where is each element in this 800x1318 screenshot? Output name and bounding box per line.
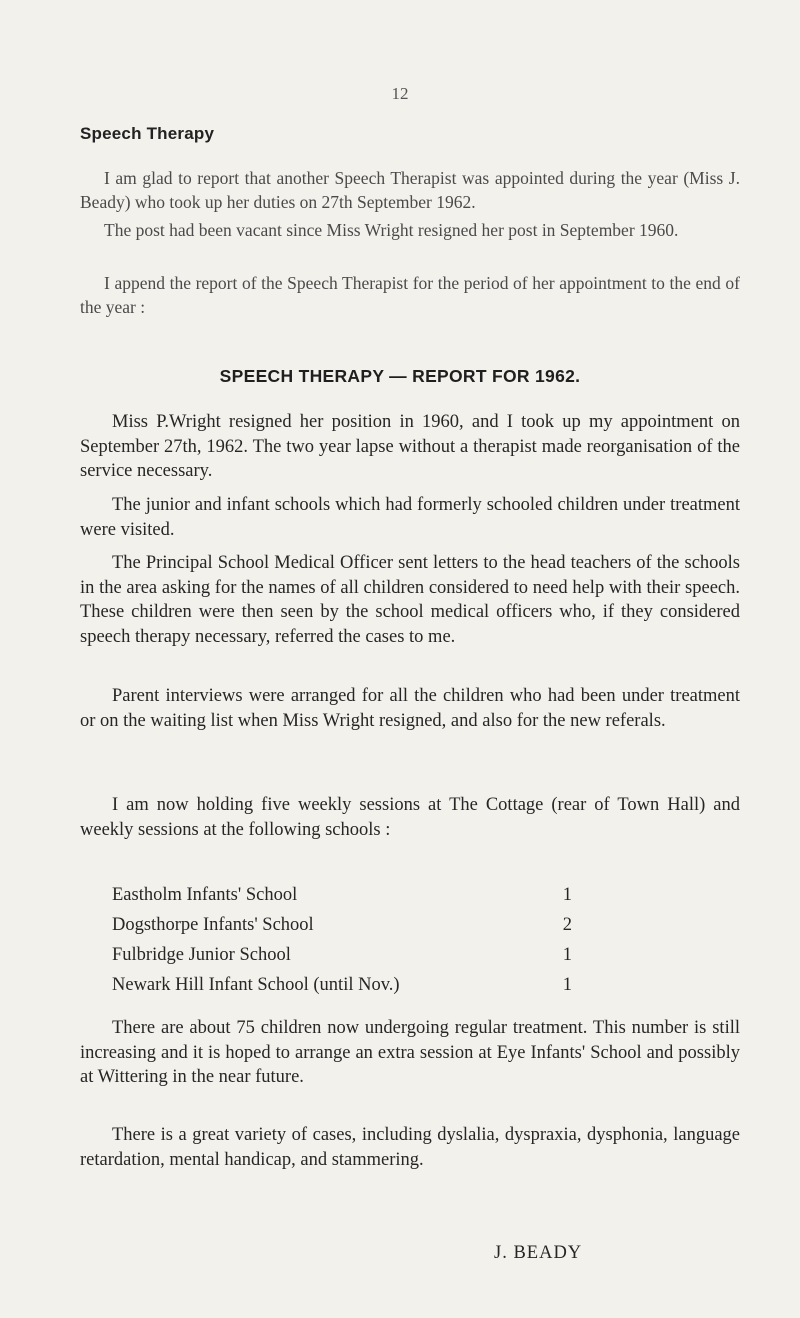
section-heading: Speech Therapy	[80, 124, 215, 143]
school-sessions: 1	[562, 945, 572, 965]
school-row	[112, 940, 572, 970]
report-text-2: The junior and infant schools which had formerly schooled children under treatment were visited.	[80, 495, 740, 540]
closing-paragraph-2	[80, 1123, 740, 1172]
intro-paragraph-2	[80, 218, 740, 242]
school-name: Newark Hill Infant School (until Nov.)	[112, 975, 400, 995]
intro-text-1: I am glad to report that another Speech Therapist was appointed during the year (Miss J. Beady) who took up her duties on 27th September 1962.	[80, 168, 740, 212]
report-text-1: Miss P.Wright resigned her position in 1960, and I took up my appointment on September 27th, 1962. The two year lapse without a therapist made reorganisation of the service necessary.	[80, 412, 740, 481]
school-name: Fulbridge Junior School	[112, 945, 291, 965]
school-name: Dogsthorpe Infants' School	[112, 915, 314, 935]
school-row	[112, 880, 572, 910]
report-paragraph-3	[80, 551, 740, 649]
school-sessions: 1	[562, 975, 572, 995]
intro-paragraph-1	[80, 166, 740, 214]
closing-text-1: There are about 75 children now undergoing regular treatment. This number is still increasing and it is hoped to arrange an extra session at Eye Infants' School and possibly at Wittering in the near future.	[80, 1018, 740, 1087]
report-paragraph-1	[80, 410, 740, 484]
report-text-3: The Principal School Medical Officer sent letters to the head teachers of the schools in the area asking for the names of all children considered to need help with their speech. These children were then seen by the school medical officers who, if they considered speech therapy necessary, referred the cases to me.	[80, 553, 740, 647]
report-title: SPEECH THERAPY — REPORT FOR 1962.	[219, 366, 581, 386]
signature: J. BEADY	[494, 1243, 583, 1263]
report-paragraph-5	[80, 793, 740, 842]
schools-list	[112, 880, 572, 1000]
report-text-4: Parent interviews were arranged for all the children who had been under treatment or on the waiting list when Miss Wright resigned, and also for the new referals.	[80, 686, 740, 731]
school-row	[112, 910, 572, 940]
school-name: Eastholm Infants' School	[112, 885, 298, 905]
intro-paragraph-3	[80, 271, 740, 319]
closing-paragraph-1	[80, 1016, 740, 1090]
school-row	[112, 970, 572, 1000]
report-text-5: I am now holding five weekly sessions at The Cottage (rear of Town Hall) and weekly sessions at the following schools :	[80, 795, 740, 840]
intro-text-3: I append the report of the Speech Therapist for the period of her appointment to the end of the year :	[80, 273, 740, 317]
school-sessions: 2	[562, 915, 572, 935]
school-sessions: 1	[562, 885, 572, 905]
intro-text-2: The post had been vacant since Miss Wright resigned her post in September 1960.	[104, 220, 679, 240]
report-paragraph-2	[80, 493, 740, 542]
closing-text-2: There is a great variety of cases, including dyslalia, dyspraxia, dysphonia, language retardation, mental handicap, and stammering.	[80, 1125, 740, 1170]
page-number: 12	[391, 84, 409, 103]
report-paragraph-4	[80, 684, 740, 733]
